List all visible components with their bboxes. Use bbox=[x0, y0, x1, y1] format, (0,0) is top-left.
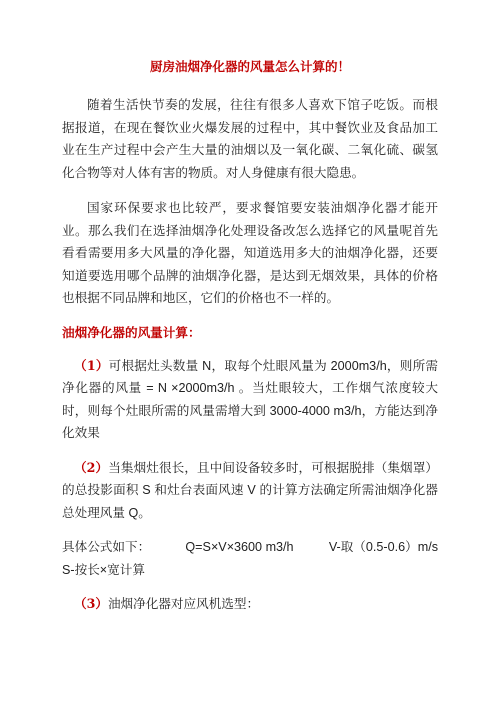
item-text: 当集烟灶很长，且中间设备较多时，可根据脱排（集烟罩）的总投影面积 S 和灶台表面风速 V 的计算方法确定所需油烟净化器总处理风量 Q。 bbox=[62, 460, 439, 520]
item-text: 油烟净化器对应风机选型： bbox=[107, 596, 260, 611]
formula-s-note: S-按长×宽计算 bbox=[62, 562, 145, 577]
formula-block bbox=[62, 536, 438, 581]
calc-item-1 bbox=[62, 355, 438, 445]
item-number: （2） bbox=[74, 459, 109, 475]
calc-item-2 bbox=[62, 457, 438, 525]
regulation-paragraph: 国家环保要求也比较严，要求餐馆要安装油烟净化器才能开业。那么我们在选择油烟净化处理设备改怎么选择它的风量呢首先看看需要用多大风量的净化器，知道选用多大的油烟净化器，还要知道要选用哪个品牌的油烟净化器，是达到无烟效果，具体的价格也根据不同品牌和地区，它们的价格也不一样的。 bbox=[62, 200, 438, 305]
intro-paragraph: 随着生活快节奏的发展，往往有很多人喜欢下馆子吃饭。而根据报道，在现在餐饮业火爆发展的过程中，其中餐饮业及食品加工业在生产过程中会产生大量的油烟以及一氧化碳、二氧化硫、碳氢化合物等对人体有害的物质。对人身健康有很大隐患。 bbox=[62, 97, 438, 180]
item-number: （3） bbox=[74, 596, 108, 611]
formula-expression: Q=S×V×3600 m3/h bbox=[185, 540, 294, 554]
formula-lead: 具体公式如下： bbox=[62, 539, 151, 554]
section-heading: 油烟净化器的风量计算： bbox=[62, 324, 201, 340]
item-text: 可根据灶头数量 N，取每个灶眼风量为 2000m3/h，则所需净化器的风量 = N ×2000m3/h 。当灶眼较大，工作烟气浓度较大时，则每个灶眼所需的风量需增大到 3000-4000 m3/h，方能达到净化效果 bbox=[62, 358, 439, 440]
document-title: 厨房油烟净化器的风量怎么计算的！ bbox=[149, 59, 350, 74]
calc-item-3 bbox=[62, 593, 438, 616]
formula-v-note: V-取（0.5-0.6）m/s bbox=[328, 540, 438, 554]
item-number: （1） bbox=[74, 357, 109, 373]
formula-line bbox=[62, 536, 438, 559]
